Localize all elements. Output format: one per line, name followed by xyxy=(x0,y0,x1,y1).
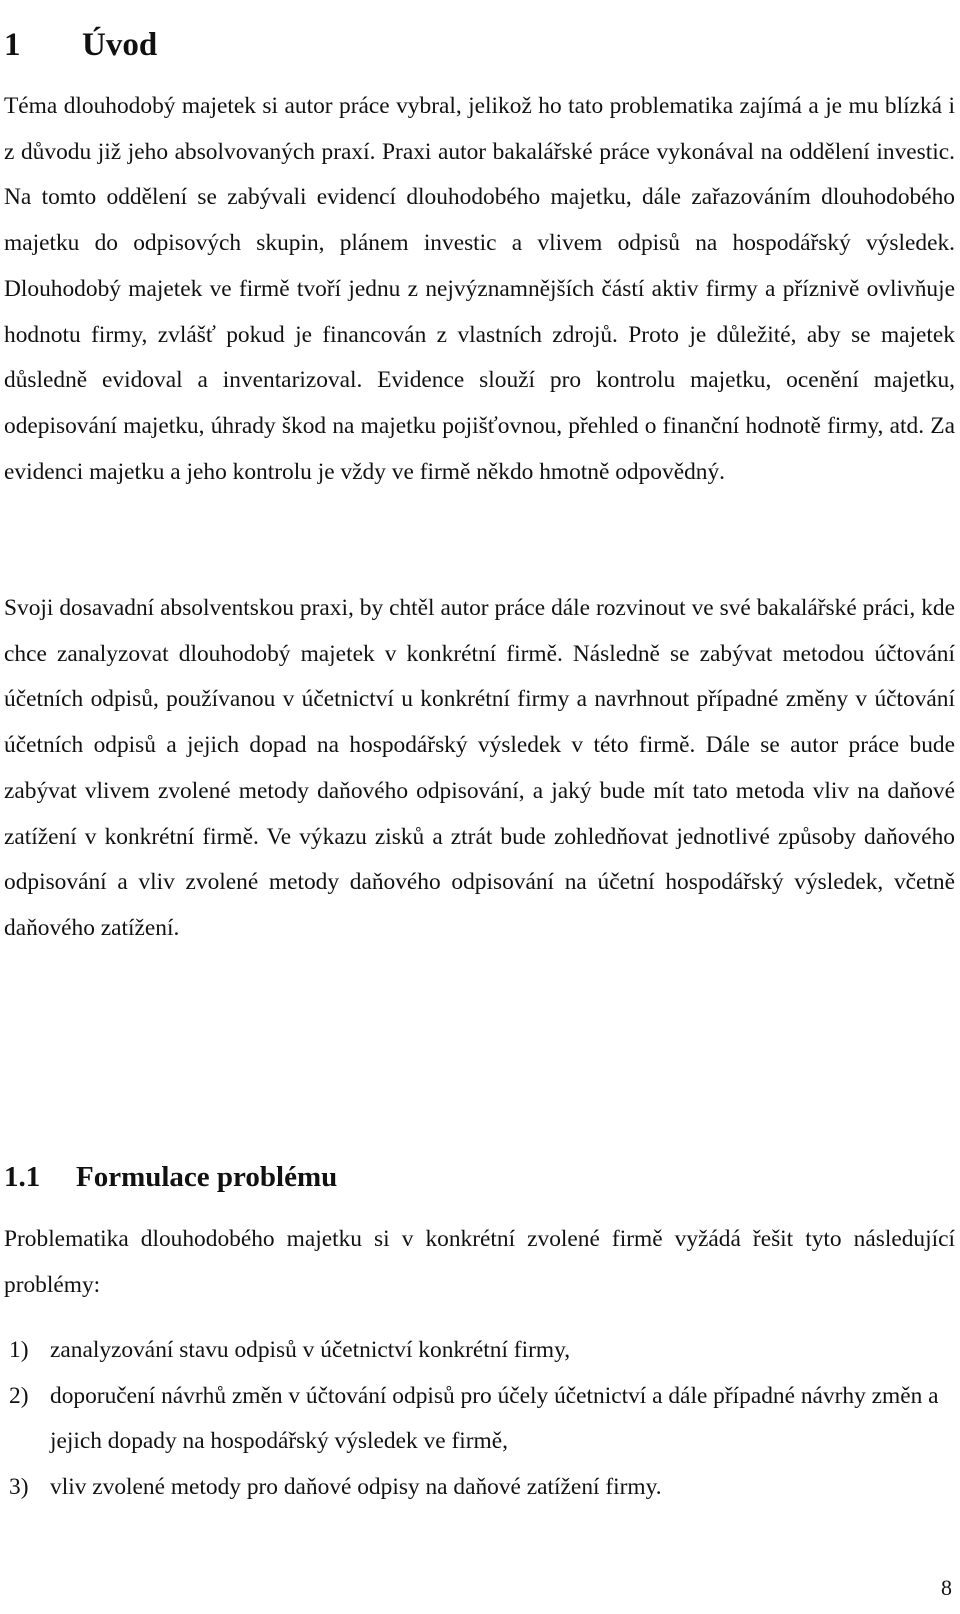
chapter-title: Úvod xyxy=(82,27,158,64)
list-marker: 2) xyxy=(9,1382,29,1409)
chapter-heading xyxy=(4,24,157,66)
list-item-text: doporučení návrhů změn v účtování odpisů pro účely účetnictví a dále případné návrhy změn a jejich dopady na hospodářský výsledek ve firmě, xyxy=(50,1382,939,1455)
list-marker: 3) xyxy=(9,1474,29,1501)
problem-list xyxy=(0,1328,955,1511)
list-item-text: vliv zvolené metody pro daňové odpisy na daňové zatížení firmy. xyxy=(50,1474,662,1501)
section-title: Formulace problému xyxy=(76,1161,338,1194)
section-heading xyxy=(4,1157,337,1197)
paragraph-goals: Svoji dosavadní absolventskou praxi, by chtěl autor práce dále rozvinout ve své bakalářské práci, kde chce zanalyzovat dlouhodobý majetek v konkrétní firmě. Následně se zabývat metodou účtování účetních odpisů, používanou v účetnictví u konkrétní firmy a navrhnout případné změny v účtování účetních odpisů a jejich dopad na hospodářský výsledek v této firmě. Dále se autor práce bude zabývat vlivem zvolené metody daňového odpisování, a jaký bude mít tato metoda vliv na daňové zatížení v konkrétní firmě. Ve výkazu zisků a ztrát bude zohledňovat jednotlivé způsoby daňového odpisování a vliv zvolené metody daňového odpisování na účetní hospodářský výsledek, včetně daňového zatížení. xyxy=(4,595,955,941)
paragraph-section-intro: Problematika dlouhodobého majetku si v konkrétní zvolené firmě vyžádá řešit tyto následující problémy: xyxy=(4,1226,955,1298)
paragraph-intro: Téma dlouhodobý majetek si autor práce vybral, jelikož ho tato problematika zajímá a je mu blízká i z důvodu již jeho absolvovaných praxí. Praxi autor bakalářské práce vykonával na oddělení investic. Na tomto oddělení se zabývali evidencí dlouhodobého majetku, dále zařazováním dlouhodobého majetku do odpisových skupin, plánem investic a vlivem odpisů na hospodářský výsledek. Dlouhodobý majetek ve firmě tvoří jednu z nejvýznamnějších částí aktiv firmy a příznivě ovlivňuje hodnotu firmy, zvlášť pokud je financován z vlastních zdrojů. Proto je důležité, aby se majetek důsledně evidoval a inventarizoval. Evidence slouží pro kontrolu majetku, ocenění majetku, odepisování majetku, úhrady škod na majetku pojišťovnou, přehled o finanční hodnotě firmy, atd. Za evidenci majetku a jeho kontrolu je vždy ve firmě někdo hmotně odpovědný. xyxy=(4,93,955,485)
list-item xyxy=(0,1465,955,1511)
page-number: 8 xyxy=(941,1575,952,1600)
list-item xyxy=(0,1328,955,1374)
list-item xyxy=(0,1374,955,1465)
list-item-text: zanalyzování stavu odpisů v účetnictví konkrétní firmy, xyxy=(50,1337,571,1363)
list-marker: 1) xyxy=(9,1337,29,1363)
chapter-number: 1 xyxy=(4,27,21,64)
section-number: 1.1 xyxy=(4,1161,41,1194)
